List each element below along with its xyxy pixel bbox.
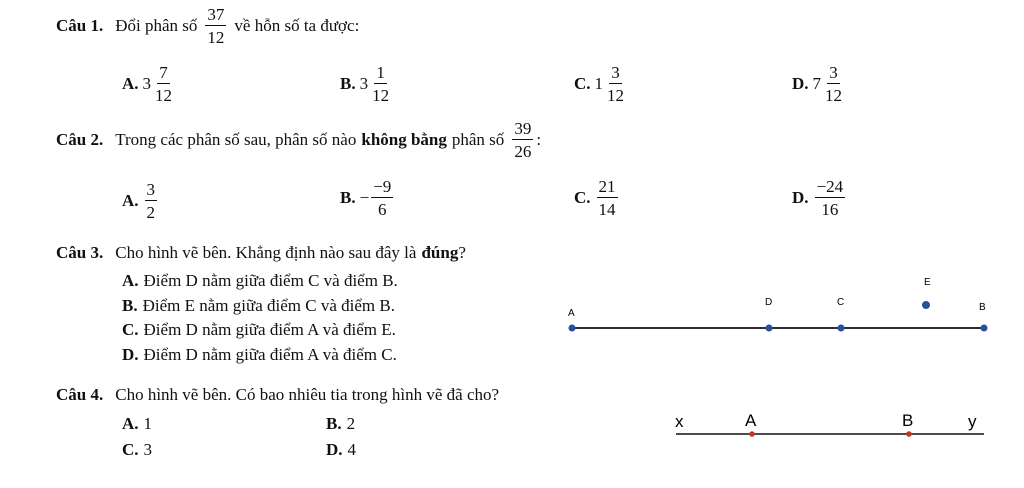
label-a: A — [745, 411, 757, 430]
fraction-numerator: 7 — [159, 63, 168, 82]
option-label: A. — [122, 191, 139, 210]
option-label: C. — [122, 440, 139, 459]
option-label: C. — [122, 320, 139, 339]
fraction-numerator: 37 — [207, 5, 225, 24]
fraction-denominator: 12 — [207, 28, 225, 47]
point-b — [906, 431, 912, 437]
fraction-denominator: 12 — [607, 86, 625, 105]
fraction-denominator: 12 — [825, 86, 843, 105]
question-1-suffix: về hỗn số ta được: — [234, 16, 360, 35]
question-3-label: Câu 3. — [56, 243, 104, 262]
option-label: A. — [122, 414, 139, 433]
fraction-denominator: 14 — [598, 200, 616, 219]
question-2-label: Câu 2. — [56, 130, 104, 149]
fraction-numerator: 1 — [376, 63, 385, 82]
fraction-denominator: 12 — [372, 86, 390, 105]
option-text: 4 — [347, 440, 357, 459]
option-label: B. — [340, 74, 356, 93]
question-3-prefix: Cho hình vẽ bên. Khẳng định nào sau đây là — [115, 243, 417, 262]
option-label: D. — [792, 188, 809, 207]
fraction-denominator: 6 — [377, 200, 387, 219]
fraction-denominator: 12 — [155, 86, 173, 105]
option-text: 2 — [346, 414, 356, 433]
question-4-text: Cho hình vẽ bên. Có bao nhiêu tia trong hình vẽ đã cho? — [115, 385, 500, 404]
label-e: E — [924, 277, 931, 288]
label-b: B — [902, 411, 914, 430]
question-1-label: Câu 1. — [56, 16, 104, 35]
question-2-emphasis: không bằng — [361, 130, 447, 149]
fraction-numerator: −9 — [373, 177, 392, 196]
option-text: Điểm D nằm giữa điểm C và điểm B. — [143, 271, 398, 290]
label-y: y — [968, 412, 977, 431]
fraction-numerator: 3 — [829, 63, 838, 82]
fraction-numerator: 21 — [598, 177, 616, 196]
option-label: D. — [792, 74, 809, 93]
fraction-denominator: 16 — [821, 200, 839, 219]
question-1-prefix: Đổi phân số — [115, 16, 198, 35]
option-label: B. — [326, 414, 342, 433]
point-a — [749, 431, 755, 437]
label-b: B — [979, 302, 986, 313]
option-text: 3 — [143, 440, 153, 459]
fraction-denominator: 26 — [514, 142, 532, 161]
option-label: D. — [122, 344, 139, 364]
question-3-suffix: ? — [458, 243, 466, 262]
fraction-denominator: 2 — [146, 203, 156, 222]
question-4-label: Câu 4. — [56, 385, 104, 404]
mixed-whole: 7 — [812, 74, 822, 93]
option-label: D. — [326, 440, 343, 459]
question-3-emphasis: đúng — [421, 243, 459, 262]
mixed-whole: 3 — [142, 74, 152, 93]
option-label: C. — [574, 188, 591, 207]
question-2-prefix: Trong các phân số sau, phân số nào — [115, 130, 357, 149]
option-label: B. — [122, 295, 138, 315]
mixed-whole: 3 — [359, 74, 369, 93]
option-text: Điểm E nằm giữa điểm C và điểm B. — [142, 295, 395, 315]
question-2-mid: phân số — [451, 130, 505, 149]
option-label: A. — [122, 74, 139, 93]
minus-sign: − — [359, 188, 370, 207]
question-2-suffix: : — [536, 130, 542, 149]
mixed-whole: 1 — [594, 74, 604, 93]
fraction-numerator: −24 — [816, 177, 844, 196]
option-text: Điểm D nằm giữa điểm A và điểm E. — [143, 320, 396, 339]
label-x: x — [675, 412, 684, 431]
option-label: C. — [574, 74, 591, 93]
option-text: Điểm D nằm giữa điểm A và điểm C. — [143, 344, 397, 364]
fraction-numerator: 3 — [146, 180, 156, 199]
label-c: C — [837, 297, 845, 308]
label-d: D — [765, 297, 773, 308]
option-text: 1 — [143, 414, 153, 433]
fraction-numerator: 39 — [514, 119, 532, 138]
label-a: A — [568, 308, 575, 319]
option-label: A. — [122, 271, 139, 290]
fraction-numerator: 3 — [611, 63, 620, 82]
option-label: B. — [340, 188, 356, 207]
